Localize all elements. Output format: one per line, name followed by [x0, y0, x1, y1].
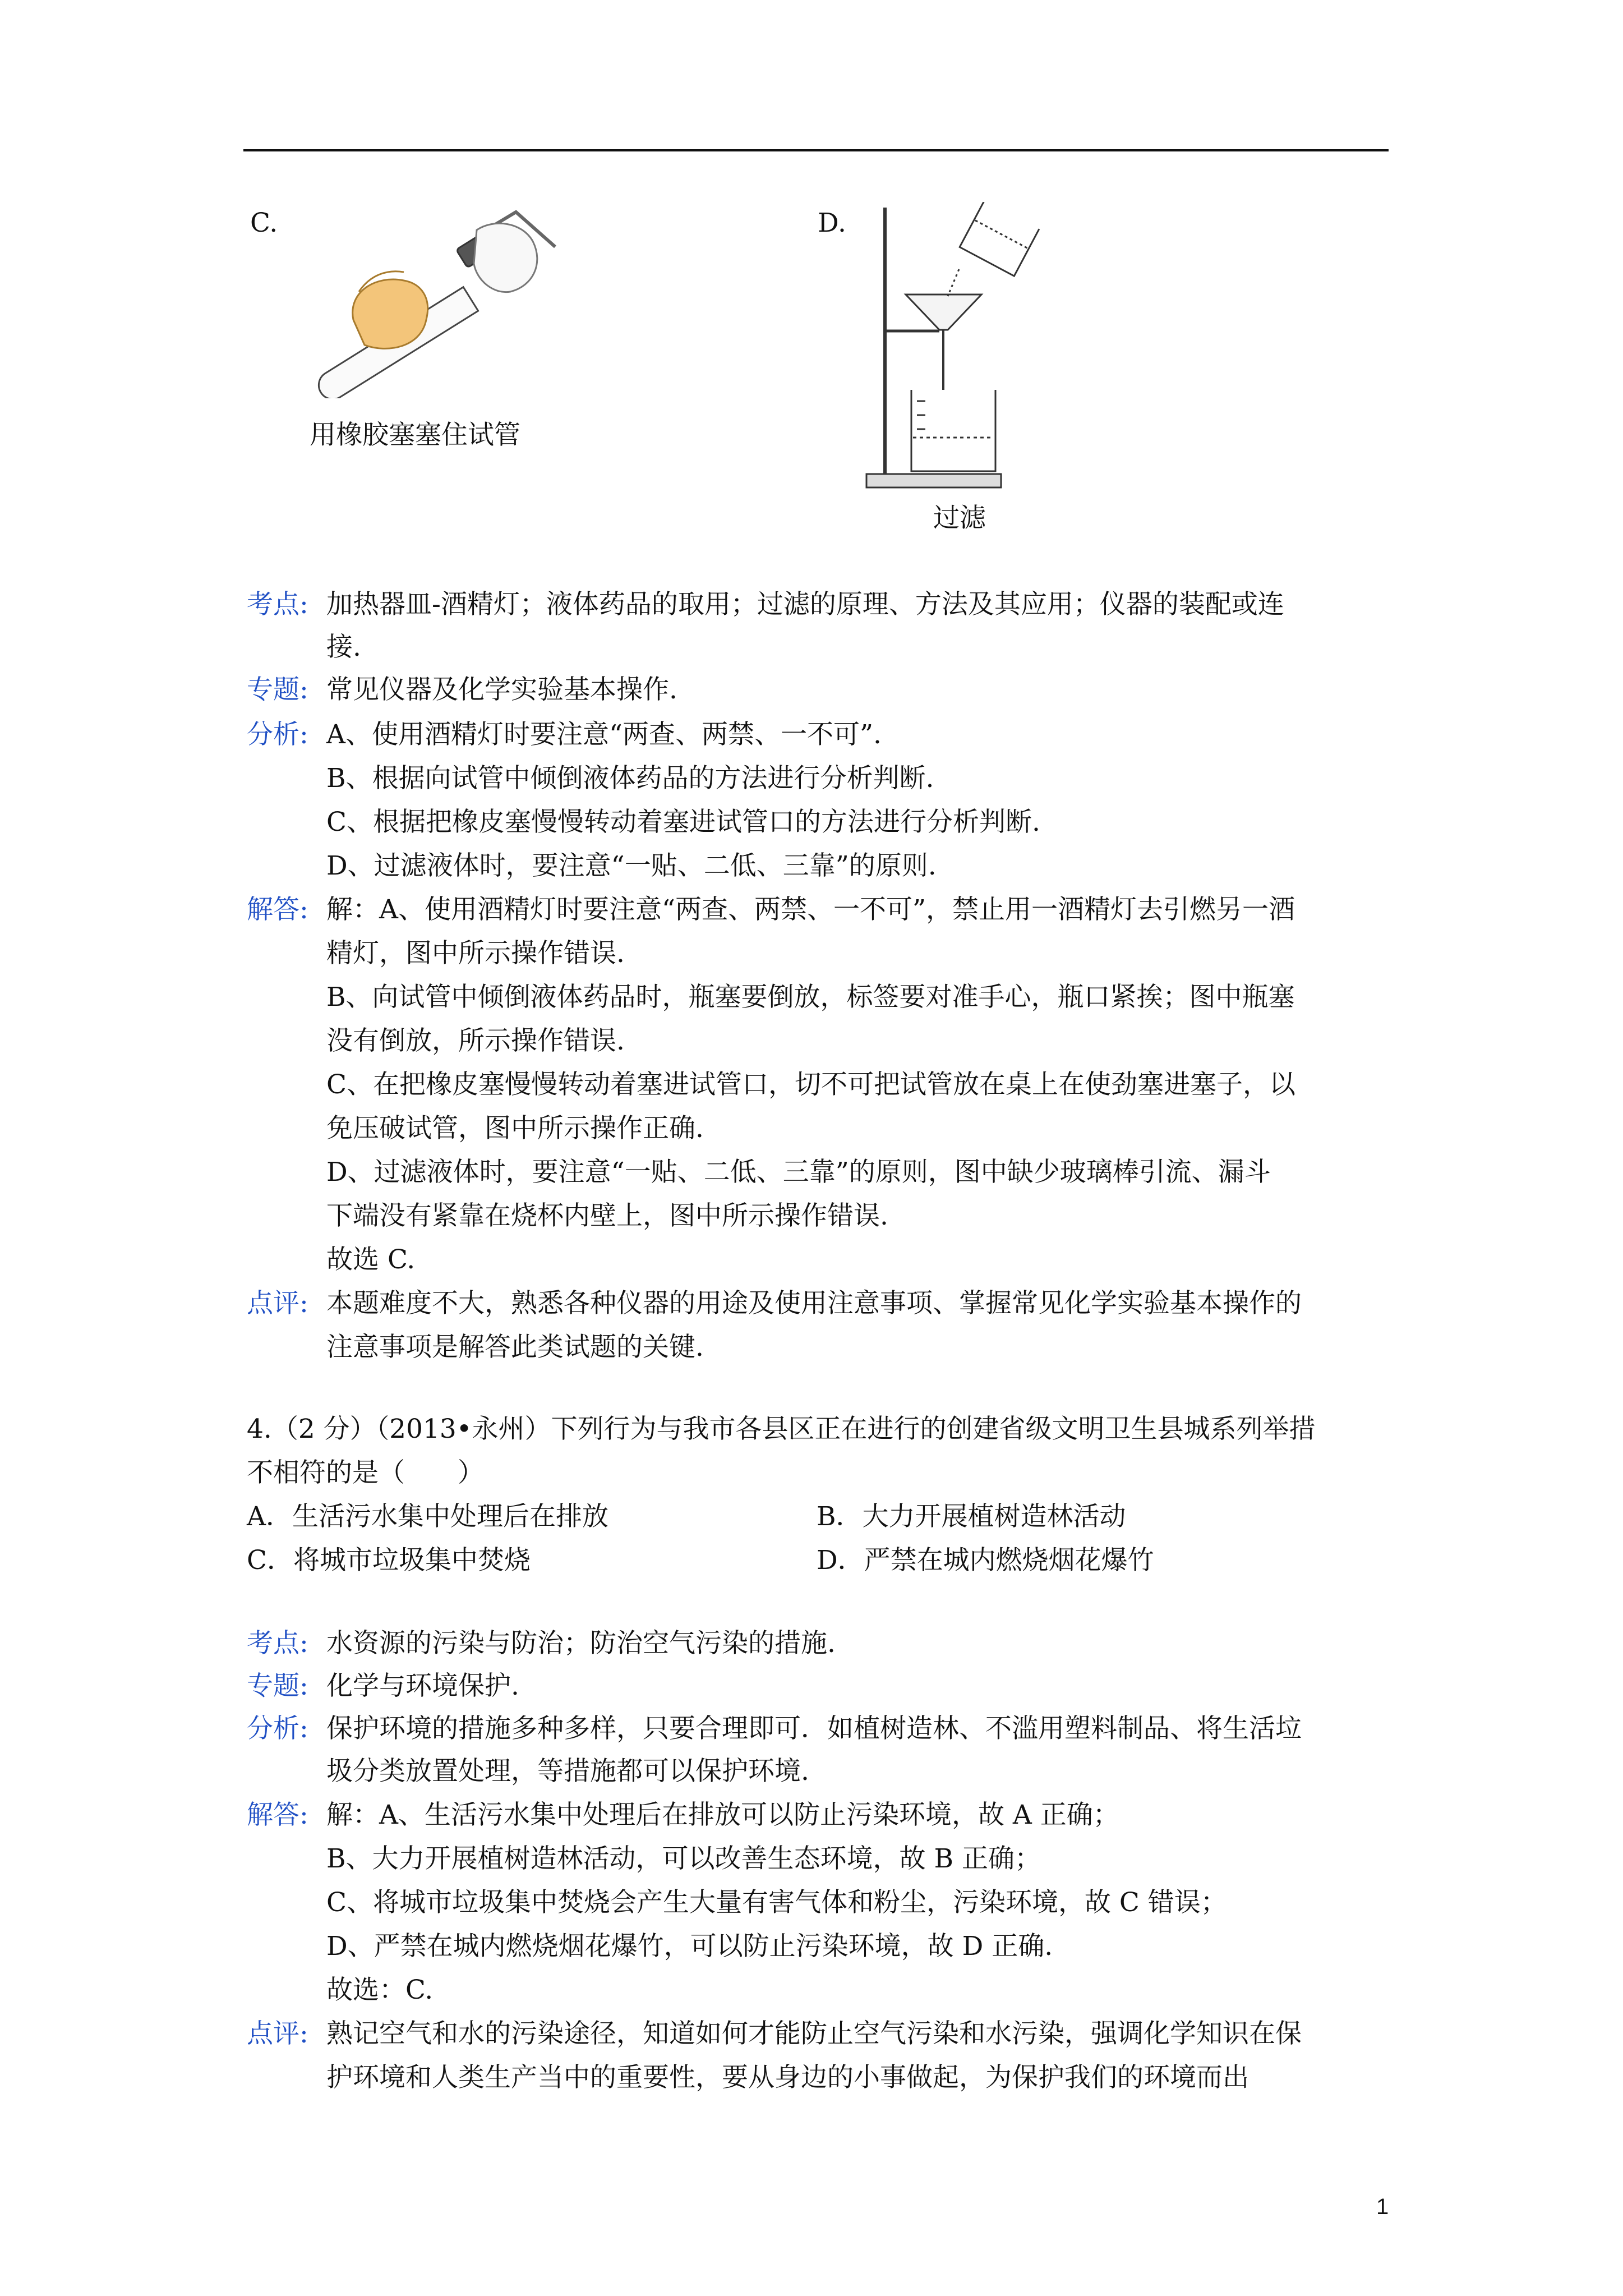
stopper-test-tube-figure — [292, 208, 583, 398]
q3-kaodian-line2: 接. — [326, 632, 361, 662]
q4-option-a: A．生活污水集中处理后在排放 — [247, 1501, 608, 1532]
q3-kaodian-label: 考点: — [247, 589, 308, 620]
q4-option-c: C．将城市垃圾集中焚烧 — [247, 1545, 531, 1576]
q4-dianping-line: 熟记空气和水的污染途径，知道如何才能防止空气污染和水污染，强调化学知识在保 — [326, 2018, 1302, 2049]
q3-jieda-line: 解：A、使用酒精灯时要注意“两查、两禁、一不可”，禁止用一酒精灯去引燃另一酒 — [326, 894, 1295, 925]
q4-zhuanti-text: 化学与环境保护. — [326, 1671, 519, 1701]
q3-jieda-line: B、向试管中倾倒液体药品时，瓶塞要倒放，标签要对准手心，瓶口紧挨；图中瓶塞 — [326, 982, 1295, 1013]
q3-jieda-line: C、在把橡皮塞慢慢转动着塞进试管口，切不可把试管放在桌上在使劲塞进塞子，以 — [326, 1069, 1295, 1100]
header-rule — [243, 149, 1389, 151]
q3-zhuanti-label: 专题: — [247, 674, 308, 705]
q3-jieda-label: 解答: — [247, 894, 308, 925]
filtration-apparatus-figure — [864, 202, 1066, 494]
q4-jieda-line: C、将城市垃圾集中焚烧会产生大量有害气体和粉尘，污染环境，故 C 错误； — [326, 1887, 1227, 1918]
q4-dianping-label: 点评: — [247, 2018, 308, 2049]
q4-zhuanti-label: 专题: — [247, 1671, 308, 1701]
option-d-letter: D. — [818, 208, 846, 238]
q4-jieda-line: B、大力开展植树造林活动，可以改善生态环境，故 B 正确； — [326, 1843, 1041, 1874]
q4-fenxi-line: 圾分类放置处理，等措施都可以保护环境. — [326, 1756, 809, 1787]
option-c-caption: 用橡胶塞塞住试管 — [310, 420, 520, 450]
q4-stem-line2: 不相符的是（ ） — [247, 1457, 484, 1488]
q3-jieda-line: 没有倒放，所示操作错误. — [326, 1025, 625, 1056]
q3-jieda-line: 免压破试管，图中所示操作正确. — [326, 1113, 704, 1144]
q3-fenxi-line: D、过滤液体时，要注意“一贴、二低、三靠”的原则. — [326, 850, 937, 881]
q4-option-b: B．大力开展植树造林活动 — [817, 1501, 1126, 1532]
option-d-caption: 过滤 — [933, 503, 986, 533]
option-c-letter: C. — [250, 208, 278, 238]
page-number: 1 — [1376, 2194, 1389, 2219]
q4-fenxi-label: 分析: — [247, 1713, 308, 1744]
q3-fenxi-line: B、根据向试管中倾倒液体药品的方法进行分析判断. — [326, 763, 934, 794]
q4-dianping-line: 护环境和人类生产当中的重要性，要从身边的小事做起，为保护我们的环境而出 — [326, 2062, 1249, 2093]
q3-fenxi-line: A、使用酒精灯时要注意“两查、两禁、一不可”. — [326, 719, 882, 750]
q3-kaodian-line1: 加热器皿-酒精灯；液体药品的取用；过滤的原理、方法及其应用；仪器的装配或连 — [326, 589, 1284, 620]
q3-jieda-line: D、过滤液体时，要注意“一贴、二低、三靠”的原则，图中缺少玻璃棒引流、漏斗 — [326, 1157, 1271, 1188]
q3-fenxi-label: 分析: — [247, 719, 308, 750]
q3-jieda-line: 故选 C. — [326, 1244, 416, 1275]
q4-fenxi-line: 保护环境的措施多种多样，只要合理即可．如植树造林、不滥用塑料制品、将生活垃 — [326, 1713, 1302, 1744]
q4-kaodian-label: 考点: — [247, 1628, 308, 1659]
q4-jieda-line: D、严禁在城内燃烧烟花爆竹，可以防止污染环境，故 D 正确. — [326, 1931, 1053, 1962]
q3-fenxi-line: C、根据把橡皮塞慢慢转动着塞进试管口的方法进行分析判断. — [326, 807, 1040, 838]
q4-option-d: D．严禁在城内燃烧烟花爆竹 — [817, 1545, 1154, 1576]
q3-jieda-line: 精灯，图中所示操作错误. — [326, 938, 625, 969]
q3-jieda-line: 下端没有紧靠在烧杯内壁上，图中所示操作错误. — [326, 1200, 888, 1231]
q4-jieda-line: 故选：C. — [326, 1975, 434, 2005]
q4-jieda-label: 解答: — [247, 1800, 308, 1830]
q4-kaodian-text: 水资源的污染与防治；防治空气污染的措施. — [326, 1628, 836, 1659]
q3-zhuanti-text: 常见仪器及化学实验基本操作. — [326, 674, 677, 705]
q4-stem-line1: 4.（2 分）（2013•永州）下列行为与我市各县区正在进行的创建省级文明卫生县城系列举措 — [247, 1414, 1316, 1444]
q3-dianping-line: 注意事项是解答此类试题的关键. — [326, 1332, 704, 1363]
q3-dianping-label: 点评: — [247, 1288, 308, 1319]
q4-jieda-line: 解：A、生活污水集中处理后在排放可以防止污染环境，故 A 正确； — [326, 1800, 1119, 1830]
q3-dianping-line: 本题难度不大，熟悉各种仪器的用途及使用注意事项、掌握常见化学实验基本操作的 — [326, 1288, 1302, 1319]
